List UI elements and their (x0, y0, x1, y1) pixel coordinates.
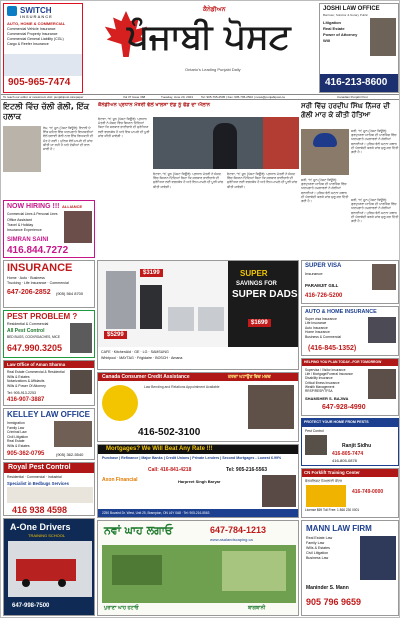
cn-phone[interactable]: 416-749-0000 (352, 489, 384, 495)
brand-8: BOSCH (155, 356, 169, 360)
kelley-item-3: Civil Litigation (7, 434, 28, 439)
kelley-phone2[interactable]: (905) 362-5540 (56, 452, 84, 457)
switch-line-3: Commercial General Liability (CGL) (7, 37, 64, 41)
kelley-items (7, 421, 51, 449)
mortgage-tel[interactable]: Tel: 905-216-5563 (226, 467, 268, 473)
hiring-ad[interactable] (3, 200, 95, 258)
landscaping-ad[interactable] (97, 520, 299, 616)
article1-photo (3, 126, 41, 172)
hiring-agent-photo (64, 211, 92, 243)
hiring-brand: ALLIANCE (62, 204, 83, 209)
aone-phone[interactable]: 647-998-7500 (12, 603, 50, 609)
hiring-title: NOW HIRING !!! (7, 203, 60, 210)
cn-line: License $69 Toll Free: 1 866 230 0001 (305, 508, 360, 512)
aman-tel[interactable]: Tel: 905-913-2253 (7, 391, 36, 395)
planning-item-5: RRSP/RESP/TFSA (305, 389, 333, 394)
autohome-items (305, 317, 341, 339)
joshi-item-2: Power of Attorney (323, 32, 358, 37)
pest-mid: All Pest Control (7, 328, 45, 334)
mortgage-photo (262, 475, 296, 507)
switch-line-1: Commercial Vehicle Insurance (7, 27, 56, 31)
pest-phone[interactable]: 647.990.3205 (7, 343, 63, 353)
kelley-title: KELLEY LAW OFFICE (7, 410, 90, 419)
article2-photo-figure (213, 123, 237, 169)
insurance-item-2: Business (30, 276, 45, 280)
info-phone: Tel: 905-795-2505 | Fax: 905-795-2502 | news@punjabipost.ca (201, 95, 285, 99)
dads-mid: SAVINGS FOR (236, 281, 277, 287)
article3-body-b: ਸਰੀ, ੧੯ ਜੂਨ (ਪੋਸਟ ਬਿਊਰੋ): ਗੁਰਦੁਆਰਾ ਸਾਹਿਬ ਦੀ ਪਾਰਕਿੰਗ ਵਿੱਚ ਅਣਪਛਾਤੇ ਹਮਲਾਵਰਾਂ ਨੇ ਗੋਲੀਆਂ ਚਲਾਈਆਂ। ਪੁਲਿਸ ਵੱਲੋਂ ਘਟਨਾ ਸਥਾਨ ਦੀ ਘੇਰਾਬੰਦੀ ਕਰਕੇ ਜਾਂਚ ਸ਼ੁਰੂ ਕਰ ਦਿੱਤੀ ਗਈ ਹੈ। (301, 178, 349, 204)
royal-sub: Residential · Commercial · Industrial (7, 475, 62, 479)
washer-image (168, 307, 194, 331)
brand-strip: CAFE · KitchenAid · GE · LG · SAMSUNG Whirlpool · MAYTAG · Frigidaire · BOSCH · Amana (98, 347, 299, 370)
cn-forklift-ad[interactable] (301, 468, 399, 518)
auto-home-ad[interactable] (301, 306, 399, 356)
hiring-phone[interactable]: 416.844.7272 (7, 245, 69, 256)
autohome-title: AUTO & HOME INSURANCE (305, 309, 377, 315)
aone-title: A-One Drivers (10, 522, 71, 532)
masthead-tagline: Ontario's Leading Punjabi Daily (185, 67, 241, 72)
aone-sub: TRAINING SCHOOL (28, 533, 66, 538)
appliance-ad[interactable] (97, 260, 299, 370)
brand-0: CAFE (101, 350, 111, 354)
mortgage-call[interactable]: Call: 416-841-4218 (148, 467, 192, 473)
joshi-item-3: Will (323, 38, 331, 43)
supervisa-phone[interactable]: 416-726-5200 (305, 293, 343, 299)
mortgage-name: Harpreet Singh Baryar (178, 479, 221, 484)
garden-image (112, 555, 162, 585)
mann-item-2: Wills & Estates (306, 546, 330, 550)
brand-5: Whirlpool (101, 356, 116, 360)
aman-item-3: Wills & Power Of Attorney (7, 383, 46, 388)
consumer-phone[interactable]: 416-502-3100 (138, 427, 201, 438)
kelley-phone[interactable]: 905-362-0795 (7, 451, 45, 457)
range-image (140, 285, 162, 329)
mann-item-4: Business Law (306, 556, 329, 560)
info-vol: Vol 37 Issue 368 (123, 95, 146, 99)
article3-headline: ਸਰੀ ਵਿੱਚ ਹਰਦੀਪ ਸਿੰਘ ਨਿੱਜਰ ਦੀ ਗੋਲੀ ਮਾਰ ਕੇ ਕੀਤੀ ਹੱਤਿਆ (301, 102, 390, 119)
joshi-sub: Barrister, Solicitor & Notary Public (323, 13, 369, 17)
autohome-item-1: Life Insurance (305, 321, 327, 326)
mortgage-line1: Purchase | Refinance | Major Banks | Credit Unions | Private Lenders | Second Mortgages - Lowest 6.99% (102, 456, 282, 460)
aman-item-2: Notarizations & Affidavits (7, 379, 45, 384)
joshi-items (323, 20, 357, 44)
landscaping-sub: ਬਾਗਬਾਨੀ (248, 605, 266, 611)
brand-4: SAMSUNG (150, 350, 169, 354)
article2-headline: ਕੈਨੇਡੀਅਨ ਪ੍ਰਧਾਨ ਮੰਤਰੀ ਵੱਲੋਂ ਖਾਲਸਾ ਏਡ ਨੂੰ ਫੰਡ ਦਾ ਐਲਾਨ (98, 102, 211, 108)
yard-image (222, 551, 286, 591)
wheel-icon (22, 579, 30, 587)
masthead (85, 3, 317, 91)
masthead-title: ਪੰਜਾਬੀ ਪੋਸਟ (127, 17, 291, 57)
credit-emblem-icon (102, 385, 138, 421)
autohome-item-4: Business & Commercial (305, 334, 341, 339)
dads-bottom: SUPER DADS (232, 289, 298, 300)
landscaping-title: ਨਵਾਂ ਘਾਹ ਲਗਾਓ (104, 524, 173, 537)
joshi-title: JOSHI LAW OFFICE (323, 6, 380, 12)
hiring-item-2: Insurance Experience (7, 228, 42, 232)
switch-line-4: Cargo & Reefer Insurance (7, 42, 49, 46)
switch-line-0: AUTO, HOME & COMMERCIAL (7, 21, 66, 26)
mortgage-address: 2250 Bovaird Dr. West, Unit 25, Brampton, ON L6Y 0A8 · Tel: 905-216-5563 (102, 511, 210, 515)
insurance-title: INSURANCE (7, 262, 73, 274)
article2-body-c: ਓਟਵਾ, ੧੯ ਜੂਨ (ਪੋਸਟ ਬਿਊਰੋ): ਪ੍ਰਧਾਨ ਮੰਤਰੀ ਨੇ ਸੰਸਦ ਵਿੱਚ ਬਿਆਨ ਦਿੰਦਿਆਂ ਕਿਹਾ ਕਿ ਸਰਕਾਰ ਭਾਈਚਾਰੇ ਦੀ ਸੁਰੱਖਿਆ ਲਈ ਵਚਨਬੱਧ ਹੈ ਅਤੇ ਇਸ ਮਾਮਲੇ ਦੀ ਪੂਰੀ ਜਾਂਚ ਕੀਤੀ ਜਾਵੇਗੀ। (227, 172, 298, 189)
supervisa-photo (372, 264, 396, 290)
brand-1: KitchenAid (113, 350, 131, 354)
kelley-item-5: Wills & Estates (7, 443, 30, 448)
landscaping-note: ਪੁਰਾਣਾ ਘਾਹ ਹਟਾਓ (104, 605, 139, 611)
planning-phone[interactable]: 647-928-4990 (322, 404, 366, 411)
mann-item-3: Civil Litigation (306, 551, 329, 555)
pest-extra: BED BUGS, COCKROACHES, MICE (7, 335, 60, 339)
joshi-item-0: Litigation (323, 20, 341, 25)
hiring-item-1: Travel & Holiday (7, 223, 34, 227)
aone-drivers-ad[interactable] (3, 518, 95, 616)
aman-title: Law Office of Aman Sharma (7, 362, 66, 367)
insurance-item-0: Home (7, 276, 17, 280)
mann-photo (360, 536, 396, 580)
mann-law-ad[interactable] (301, 520, 399, 616)
price-tag-1: $3199 (140, 269, 163, 277)
royal-title: Royal Pest Control (8, 464, 71, 471)
mann-title: MANN LAW FIRM (306, 524, 372, 533)
royal-phone[interactable]: 416 938 4598 (12, 505, 68, 515)
brand-3: LG (142, 350, 148, 354)
article2-body-b: ਓਟਵਾ, ੧੯ ਜੂਨ (ਪੋਸਟ ਬਿਊਰੋ): ਪ੍ਰਧਾਨ ਮੰਤਰੀ ਨੇ ਸੰਸਦ ਵਿੱਚ ਬਿਆਨ ਦਿੰਦਿਆਂ ਕਿਹਾ ਕਿ ਸਰਕਾਰ ਭਾਈਚਾਰੇ ਦੀ ਸੁਰੱਖਿਆ ਲਈ ਵਚਨਬੱਧ ਹੈ ਅਤੇ ਇਸ ਮਾਮਲੇ ਦੀ ਪੂਰੀ ਜਾਂਚ ਕੀਤੀ ਜਾਵੇਗੀ। (153, 172, 224, 189)
autohome-item-0: Super visa Insurance (305, 317, 337, 321)
joshi-law-ad[interactable] (319, 3, 399, 93)
article2-photo-flag (263, 117, 299, 169)
price-tag-3: $5299 (104, 331, 127, 339)
joshi-phone[interactable]: 416-213-8600 (325, 77, 388, 88)
aone-truck-image (8, 541, 92, 597)
planning-ad[interactable] (301, 358, 399, 416)
joshi-photo (370, 18, 396, 56)
brand-9: Amana (171, 356, 183, 360)
planning-photo (368, 369, 396, 399)
mortgage-brand: Axon Financial (102, 477, 138, 483)
insurance-phone[interactable]: 647-206-2852 (7, 289, 51, 296)
protect-phone[interactable]: 416-805-7474 (332, 451, 364, 457)
autohome-photo (368, 317, 396, 343)
protect-title: PROTECT YOUR HOME FROM PESTS (304, 420, 369, 424)
kelley-item-0: Immigration (7, 421, 25, 425)
mortgage-ad[interactable] (97, 444, 299, 518)
consumer-photo (248, 385, 294, 429)
dryer-image (198, 307, 224, 331)
pest-title: PEST PROBLEM ? (7, 312, 78, 321)
consumer-title: Canada Consumer Credit Assistance (102, 374, 190, 380)
royal-pest-ad[interactable] (3, 462, 95, 516)
planning-name: SHAMSHER S. BAJWA (305, 396, 349, 401)
planning-item-4: Wealth Management (305, 384, 335, 389)
insurance-item-5: Commercial (49, 281, 69, 285)
super-visa-ad[interactable] (301, 260, 399, 304)
aman-item-1: Wills & Estates (7, 374, 30, 379)
insurance-item-3: Trucking (7, 281, 21, 285)
info-date: Tuesday, June 20, 2023 (161, 95, 193, 99)
brand-2: GE (134, 350, 140, 354)
protect-photo (305, 435, 327, 455)
price-tag-2: $1699 (248, 319, 271, 327)
hiring-agent: SIMRAN SAINI (7, 237, 49, 243)
pest-problem-ad[interactable] (3, 310, 95, 358)
supervisa-sub: Insurance (305, 271, 323, 276)
protect-name: Ranjit Sidhu (342, 443, 372, 449)
article3-body-c: ਸਰੀ, ੧੯ ਜੂਨ (ਪੋਸਟ ਬਿਊਰੋ): ਗੁਰਦੁਆਰਾ ਸਾਹਿਬ ਦੀ ਪਾਰਕਿੰਗ ਵਿੱਚ ਅਣਪਛਾਤੇ ਹਮਲਾਵਰਾਂ ਨੇ ਗੋਲੀਆਂ ਚਲਾਈਆਂ। ਪੁਲਿਸ ਵੱਲੋਂ ਘਟਨਾ ਸਥਾਨ ਦੀ ਘੇਰਾਬੰਦੀ ਕਰਕੇ ਜਾਂਚ ਸ਼ੁਰੂ ਕਰ ਦਿੱਤੀ ਗਈ ਹੈ। (351, 198, 399, 224)
dads-top: SUPER (240, 269, 268, 278)
consumer-sub: Law Bending and Relations Appointment Available (144, 385, 220, 389)
aman-item-0: Real Estate Commercial & Residential (7, 370, 65, 374)
royal-mid: Specialist in Bedbugs Services (7, 481, 69, 486)
info-left: To reach our editor or newsroom visit: punjabipost.ca/epaper (3, 95, 84, 99)
planning-items (305, 368, 365, 393)
planning-title: HELPING YOU PLAN TODAY...FOR TOMORROW (304, 360, 382, 364)
kelley-law-ad[interactable] (3, 408, 95, 460)
info-right: Canadian Punjabi Post (337, 95, 368, 99)
mann-name: Maninder S. Mann (306, 585, 349, 591)
switch-lines (7, 27, 81, 47)
article2-photo (153, 117, 299, 169)
aman-phone[interactable]: 416-907-3887 (7, 397, 45, 403)
insurance-phone2[interactable]: (905) 564 8700 (56, 291, 84, 296)
wheel-icon-2 (58, 579, 66, 587)
truck-icon (16, 559, 76, 581)
turban-icon (313, 133, 337, 147)
insurance-left-ad[interactable] (3, 260, 95, 308)
mann-item-0: Real Estate Law (306, 536, 333, 540)
supervisa-name: PARAMJIT GILL (305, 283, 339, 288)
insurance-item-1: Auto (19, 276, 27, 280)
kelley-photo (54, 421, 92, 447)
article3-photo (301, 129, 349, 175)
cn-title: CN Forklift Training Center (304, 470, 360, 475)
switch-sub: INSURANCE (20, 14, 53, 19)
article2-body-a: ਓਟਵਾ, ੧੯ ਜੂਨ (ਪੋਸਟ ਬਿਊਰੋ): ਪ੍ਰਧਾਨ ਮੰਤਰੀ ਨੇ ਸੰਸਦ ਵਿੱਚ ਬਿਆਨ ਦਿੰਦਿਆਂ ਕਿਹਾ ਕਿ ਸਰਕਾਰ ਭਾਈਚਾਰੇ ਦੀ ਸੁਰੱਖਿਆ ਲਈ ਵਚਨਬੱਧ ਹੈ ਅਤੇ ਇਸ ਮਾਮਲੇ ਦੀ ਪੂਰੀ ਜਾਂਚ ਕੀਤੀ ਜਾਵੇਗੀ। (98, 117, 150, 138)
protect-sub: Pest Control (305, 429, 324, 433)
mann-items (306, 536, 358, 561)
switch-line-2: Commercial Property Insurance (7, 32, 58, 36)
brand-7: Frigidaire (137, 356, 153, 360)
brand-6: MAYTAG (119, 356, 134, 360)
switch-insurance-ad[interactable] (3, 3, 83, 93)
planning-item-2: Disability Insurance (305, 376, 333, 381)
hiring-items (7, 218, 42, 233)
switch-phone[interactable]: 905-965-7474 (8, 77, 71, 88)
consumer-title-pa: ਕਰਜ਼ਾ ਘਟਾਉਣ ਵਿਚ ਮਦਦ (228, 374, 271, 379)
aman-photo (70, 370, 92, 394)
article1-headline: ਇਟਲੀ ਵਿੱਚ ਚੱਲੀ ਗੋਲੀ, ਇੱਕ ਹਲਾਕ (3, 102, 90, 121)
mortgage-title: Mortgages? We Will Beat Any Rate !!! (106, 446, 213, 452)
insurance-items: Home · Auto · Business Trucking · Life Insurance · Commercial (7, 276, 69, 285)
switch-name: SWITCH (20, 6, 52, 15)
protect-phone2[interactable]: 416-805-0878 (332, 458, 357, 463)
planning-item-3: Critical Illness Insurance (305, 380, 340, 385)
supervisa-title: SUPER VISA (305, 263, 342, 269)
mann-item-1: Family Law (306, 541, 325, 545)
mann-phone[interactable]: 905 796 9659 (306, 597, 362, 607)
kelley-item-4: Real Estate (7, 439, 25, 444)
kelley-item-2: Criminal Law (7, 430, 27, 435)
lawn-image (102, 545, 296, 603)
autohome-item-2: Auto Insurance (305, 325, 328, 330)
aman-items (7, 370, 67, 388)
pest-sub: Residential & Commercial (7, 322, 49, 326)
joshi-item-1: Real Estate (323, 26, 345, 31)
landscaping-phone[interactable]: 647-784-1213 (210, 525, 267, 535)
insurance-item-4: Life Insurance (23, 281, 47, 285)
aman-law-ad[interactable] (3, 360, 95, 406)
planning-item-1: Life / Mortgage/Funeral Insurance (305, 372, 353, 377)
masthead-canadian: ਕੈਨੇਡੀਅਨ (203, 7, 226, 13)
protect-home-ad[interactable] (301, 418, 399, 466)
masthead-info-bar (1, 94, 400, 100)
forklift-icon (306, 485, 346, 507)
switch-logo-icon (7, 6, 17, 16)
hiring-item-0: Office Assistant (7, 218, 32, 222)
cn-sub: ਫੋਰਕਲਿਫਟ ਸਿਖਲਾਈ ਕੇਂਦਰ (305, 479, 342, 483)
hiring-sub: Commercial Lines & Personal Lines (7, 212, 58, 216)
autohome-item-3: Home Insurance (305, 330, 330, 335)
pest-photo (70, 323, 92, 353)
autohome-phone[interactable]: (416-845-1352) (308, 345, 357, 352)
consumer-credit-ad[interactable] (97, 372, 299, 442)
article3-body-a: ਸਰੀ, ੧੯ ਜੂਨ (ਪੋਸਟ ਬਿਊਰੋ): ਗੁਰਦੁਆਰਾ ਸਾਹਿਬ ਦੀ ਪਾਰਕਿੰਗ ਵਿੱਚ ਅਣਪਛਾਤੇ ਹਮਲਾਵਰਾਂ ਨੇ ਗੋਲੀਆਂ ਚਲਾਈਆਂ। ਪੁਲਿਸ ਵੱਲੋਂ ਘਟਨਾ ਸਥਾਨ ਦੀ ਘੇਰਾਬੰਦੀ ਕਰਕੇ ਜਾਂਚ ਸ਼ੁਰੂ ਕਰ ਦਿੱਤੀ ਗਈ ਹੈ। (351, 129, 399, 155)
fridge-image (106, 271, 136, 329)
royal-bugs-image (7, 487, 93, 503)
kelley-item-1: Family Law (7, 425, 25, 430)
article1-body: ਰੋਮ, ੧੯ ਜੂਨ (ਪੋਸਟ ਬਿਊਰੋ): ਇਟਲੀ ਦੇ ਇੱਕ ਸ਼ਹਿਰ ਵਿੱਚ ਅਣਪਛਾਤੇ ਵਿਅਕਤੀਆਂ ਵੱਲੋਂ ਚਲਾਈ ਗੋਲੀ ਨਾਲ ਇੱਕ ਵਿਅਕਤੀ ਦੀ ਮੌਤ ਹੋ ਗਈ। ਪੁਲਿਸ ਵੱਲੋਂ ਮਾਮਲੇ ਦੀ ਜਾਂਚ ਕੀਤੀ ਜਾ ਰਹੀ ਹੈ ਅਤੇ ਦੋਸ਼ੀਆਂ ਦੀ ਭਾਲ ਜਾਰੀ ਹੈ। (43, 126, 94, 152)
switch-photo (4, 54, 83, 76)
planning-item-0: Supervisa / Visitor Insurance (305, 368, 346, 372)
landscaping-web[interactable]: www.asalandscaping.ca (210, 537, 253, 542)
